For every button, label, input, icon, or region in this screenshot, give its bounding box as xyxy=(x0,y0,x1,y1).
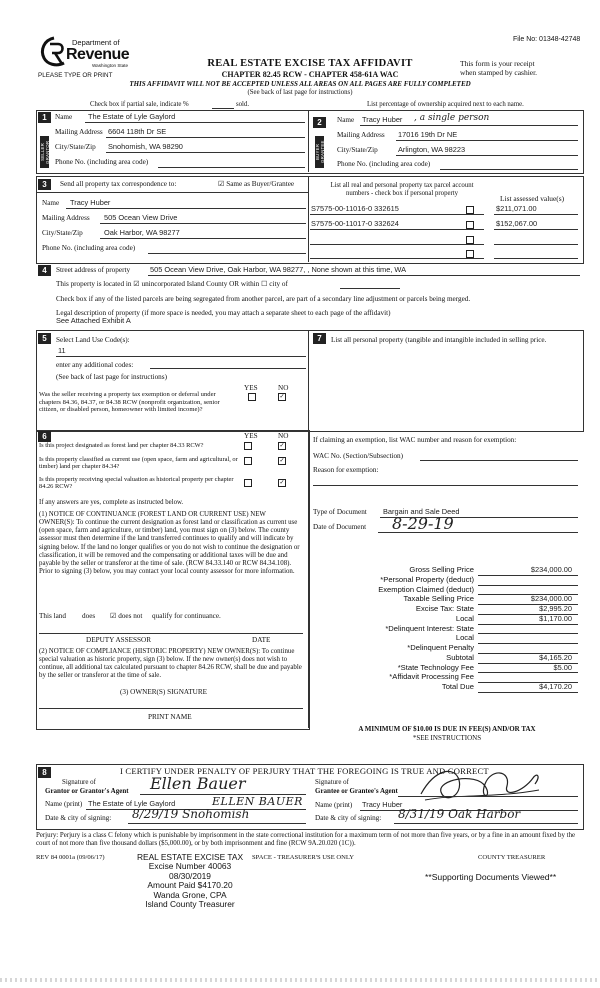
grantee-sig-label-2: Grantee or Grantee's Agent xyxy=(315,787,398,795)
seller-city: Snohomish, WA 98290 xyxy=(108,142,183,151)
tax-row-value: $234,000.00 xyxy=(530,565,572,574)
corr-city-label: City/State/Zip xyxy=(42,229,83,237)
personal-property-checkbox[interactable] xyxy=(466,221,474,229)
corr-mailing: 505 Ocean View Drive xyxy=(104,213,178,222)
tax-row-label: *State Technology Fee xyxy=(397,662,474,672)
receipt-note-1: This form is your receipt xyxy=(460,59,535,68)
buyer-city-label: City/State/Zip xyxy=(337,146,378,154)
stamp-line-3: 08/30/2019 xyxy=(169,870,211,881)
sold-label: sold. xyxy=(236,101,250,108)
tax-row-label: Local xyxy=(455,613,474,623)
revenue-logo xyxy=(38,36,148,72)
s6-no-header: NO xyxy=(278,432,289,440)
section-8-badge: 8 xyxy=(38,767,51,778)
q1-yes-checkbox[interactable] xyxy=(244,442,252,450)
grantee-sig-label-1: Signature of xyxy=(315,779,349,786)
s5-no-header: NO xyxy=(278,384,289,392)
s6-yes-header: YES xyxy=(244,432,258,440)
grantor-name-print: The Estate of Lyle Gaylord xyxy=(88,799,176,808)
form-title: REAL ESTATE EXCISE TAX AFFIDAVIT xyxy=(207,58,413,69)
land-use-code: 11 xyxy=(58,346,66,355)
seller-mailing: 6604 118th Dr SE xyxy=(108,127,167,136)
notice-of-compliance: (2) NOTICE OF COMPLIANCE (HISTORIC PROPERTY) NEW OWNER(S): To continue special valuation as historic property, sign (3) below. If the new owner(s) does not wish to continue, all additional tax calculated pursuant to chapter 84.26 RCW, shall be due and payable by the seller or transferor at the time of sale. xyxy=(39,648,302,680)
forest-land-question: Is this project designated as forest land per chapter 84.33 RCW? xyxy=(39,442,204,449)
additional-codes-label: enter any additional codes: xyxy=(56,361,134,369)
s5-yes-checkbox[interactable] xyxy=(248,393,256,401)
tax-row-label: *Delinquent Penalty xyxy=(407,643,474,652)
personal-property-checkbox[interactable] xyxy=(466,206,474,214)
grantee-date-city-label: Date & city of signing: xyxy=(315,814,382,822)
section-3-badge: 3 xyxy=(38,179,51,190)
corr-phone-label: Phone No. (including area code) xyxy=(42,244,136,252)
q2-yes-checkbox[interactable] xyxy=(244,457,252,465)
same-as-buyer-checkbox[interactable]: ☑ Same as Buyer/Grantee xyxy=(218,180,295,188)
perjury-certification: I CERTIFY UNDER PENALTY OF PERJURY THAT THE FOREGOING IS TRUE AND CORRECT xyxy=(120,766,489,776)
grantor-date-city-label: Date & city of signing: xyxy=(45,814,112,822)
buyer-mailing-label: Mailing Address xyxy=(337,131,385,139)
buyer-name-handwritten: , a single person xyxy=(414,113,490,123)
tax-row-value: $5.00 xyxy=(553,662,572,672)
doc-type-label: Type of Document xyxy=(313,508,367,516)
section-5-badge: 5 xyxy=(38,333,51,344)
tax-row-value: $4,165.20 xyxy=(539,652,572,662)
print-name-label: PRINT NAME xyxy=(148,713,192,721)
assessor-date-label: DATE xyxy=(252,636,271,644)
buyer-mailing: 17016 19th Dr NE xyxy=(398,130,458,139)
see-back-notice: (See back of last page for instructions) xyxy=(247,89,353,96)
tax-row-value: $1,170.00 xyxy=(539,613,572,623)
parcel-header-1: List all real and personal property tax parcel account xyxy=(330,182,474,189)
owner-signature-label: (3) OWNER(S) SIGNATURE xyxy=(120,688,208,696)
wac-no-label: WAC No. (Section/Subsection) xyxy=(313,452,404,460)
parcel-number: S7575-00-11017-0 332624 xyxy=(311,219,399,228)
stamp-line-5: Wanda Grone, CPA xyxy=(153,889,227,900)
grantor-sig-label-2: Grantor or Grantor's Agent xyxy=(45,787,129,795)
see-instructions: *SEE INSTRUCTIONS xyxy=(412,734,482,742)
seller-name-label: Name xyxy=(55,113,73,121)
does-not-checkbox[interactable]: ☑ does not xyxy=(110,612,143,620)
qualify-label: qualify for continuance. xyxy=(152,612,221,620)
legal-description-label: Legal description of property (if more space is needed, you may attach a separate sheet to each page of the affidavit) xyxy=(56,309,391,317)
treasurer-use-only: SPACE - TREASURER'S USE ONLY xyxy=(252,854,355,861)
seller-name: The Estate of Lyle Gaylord xyxy=(88,112,176,121)
county-treasurer-label: COUNTY TREASURER xyxy=(478,854,546,861)
minimum-fee-note: A MINIMUM OF $10.00 IS DUE IN FEE(S) AND/OR TAX xyxy=(358,725,536,733)
stamp-line-2: Excise Number 40063 xyxy=(148,861,232,872)
section-6-badge: 6 xyxy=(38,431,51,442)
exemption-wac-label: If claiming an exemption, list WAC number and reason for exemption: xyxy=(313,436,517,444)
grantor-name-handwritten: ELLEN BAUER xyxy=(212,795,303,808)
grantee-name-print: Tracy Huber xyxy=(362,800,403,809)
buyer-phone-label: Phone No. (including area code) xyxy=(337,160,431,168)
s5-yes-header: YES xyxy=(244,384,258,392)
q1-no-checkbox[interactable]: ✓ xyxy=(279,443,285,449)
section-7-badge: 7 xyxy=(313,333,326,344)
seller-mailing-label: Mailing Address xyxy=(55,128,103,136)
logo-dept: Department of xyxy=(72,38,120,47)
tax-row-value: $234,000.00 xyxy=(530,594,572,604)
logo-state: Washington State xyxy=(92,63,129,68)
tax-row-label: Exemption Claimed (deduct) xyxy=(378,584,474,594)
assessed-value: $152,067.00 xyxy=(496,219,538,228)
located-in: This property is located in ☑ unincorporated Island County OR within ☐ city of xyxy=(56,280,288,288)
grantor-sig-label-1: Signature of xyxy=(62,779,96,786)
tax-row-label: *Personal Property (deduct) xyxy=(380,574,474,584)
land-use-see-back: (See back of last page for instructions) xyxy=(56,373,167,381)
correspondence-label: Send all property tax correspondence to: xyxy=(60,180,177,188)
corr-mailing-label: Mailing Address xyxy=(42,214,90,222)
doc-type: Bargain and Sale Deed xyxy=(383,507,460,516)
grantor-date-city: 8/29/19 Snohomish xyxy=(132,807,250,821)
does-label: does xyxy=(82,612,96,620)
land-use-label: Select Land Use Code(s): xyxy=(56,336,130,344)
tax-row-label: Local xyxy=(455,633,474,643)
stamp-line-6: Island County Treasurer xyxy=(145,899,235,910)
treasurer-stamp xyxy=(130,853,250,909)
assessed-header: List assessed value(s) xyxy=(500,194,565,203)
current-use-question: Is this property classified as current use (open space, farm and agricultural, or timber) land per chapter 84.34? xyxy=(39,456,238,471)
corr-name: Tracy Huber xyxy=(70,198,111,207)
notice-of-continuance: (1) NOTICE OF CONTINUANCE (FOREST LAND OR CURRENT USE) NEW OWNER(S): To continue the current designation as forest land or classification as current use (open space, farm and agriculture, or timber) land, you must sign on (3) below. The county assessor must then determine if the land transferred continues to qualify and will indicate by signing below. If the land no longer qualifies or you do not wish to continue the designation or classification, it will be removed and the compensating or additional taxes will be due and payable by the seller or transferor at the time of sale. (RCW 84.33.140 or RCW 84.34.108). Prior to signing (3) below, you may contact your local county assessor for more information. xyxy=(39,511,300,575)
buyer-name: Tracy Huber xyxy=(362,115,403,124)
this-land-label: This land xyxy=(39,612,66,620)
grantee-date-city: 8/31/19 Oak Harbor xyxy=(398,807,521,821)
q3-no-checkbox[interactable]: ✓ xyxy=(279,480,285,486)
deputy-assessor-label: DEPUTY ASSESSOR xyxy=(86,636,152,644)
grantee-signature-scribble xyxy=(415,764,545,808)
file-number: File No: 01348-42748 xyxy=(513,36,581,43)
buyer-city: Arlington, WA 98223 xyxy=(398,145,466,154)
doc-date: 8-29-19 xyxy=(392,514,454,533)
personal-property-label: List all personal property (tangible and intangible included in selling price. xyxy=(331,336,547,344)
rev-number: REV 84 0001a (09/06/17) xyxy=(36,854,105,861)
q3-yes-checkbox[interactable] xyxy=(244,479,252,487)
personal-property-checkbox[interactable] xyxy=(466,236,474,244)
personal-property-checkbox[interactable] xyxy=(466,250,474,258)
receipt-note-2: when stamped by cashier. xyxy=(460,68,538,77)
buyer-name-label: Name xyxy=(337,116,355,124)
supporting-docs-stamp: **Supporting Documents Viewed** xyxy=(425,872,557,882)
reason-label: Reason for exemption: xyxy=(313,466,379,474)
historic-question: Is this property receiving special valuation as historical property per chapter 84.26 RCW? xyxy=(39,476,234,491)
tax-row-value: $2,995.20 xyxy=(539,604,572,613)
tax-row-label: *Affidavit Processing Fee xyxy=(389,672,474,682)
list-percentage-label: List percentage of ownership acquired next to each name. xyxy=(367,101,524,108)
grantor-name-print-label: Name (print) xyxy=(45,800,83,808)
not-accepted-notice: THIS AFFIDAVIT WILL NOT BE ACCEPTED UNLESS ALL AREAS ON ALL PAGES ARE FULLY COMPLETED xyxy=(129,80,471,88)
street-label: Street address of property xyxy=(56,266,131,274)
perjury-notice: Perjury: Perjury is a class C felony which is punishable by imprisonment in the state correctional institution for a maximum term of not more than five years, or by a fine in an amount fixed by the court of not more than five thousand dollars ($5,000.00), or by both imprisonment and fine (RCW 9A.20.020 (1C)). xyxy=(36,832,576,848)
buyer-side-label: BUYER GRANTEE xyxy=(315,136,324,168)
form-chapter: CHAPTER 82.45 RCW - CHAPTER 458-61A WAC xyxy=(221,70,399,79)
segregated-checkbox-label[interactable]: Check box if any of the listed parcels are being segregated from another parcel, are part of a secondary line adjustment or parcels being merged. xyxy=(56,295,471,303)
grantor-signature: Ellen Bauer xyxy=(150,774,246,793)
tax-row-label: Excise Tax: State xyxy=(415,604,474,613)
assessed-value: $211,071.00 xyxy=(496,204,537,213)
corr-name-label: Name xyxy=(42,199,60,207)
stamp-line-1: REAL ESTATE EXCISE TAX xyxy=(136,852,244,862)
stamp-line-4: Amount Paid $4170.20 xyxy=(147,880,233,891)
tax-row-label: *Delinquent Interest: State xyxy=(385,623,474,633)
q2-no-checkbox[interactable]: ✓ xyxy=(279,458,285,464)
s5-no-checkbox[interactable]: ✓ xyxy=(279,394,285,400)
parcel-number: S7575-00-11016-0 332615 xyxy=(311,204,399,213)
tax-row-label: Total Due xyxy=(441,682,474,691)
legal-description-exhibit: See Attached Exhibit A xyxy=(56,316,131,325)
section-4-badge: 4 xyxy=(38,265,51,276)
tax-row-label: Subtotal xyxy=(446,652,474,662)
if-yes-note: If any answers are yes, complete as instructed below. xyxy=(39,499,184,506)
grantee-name-print-label: Name (print) xyxy=(315,801,353,809)
logo-revenue: Revenue xyxy=(66,46,130,63)
tax-row-label: Taxable Selling Price xyxy=(403,594,474,604)
seller-side-label: SELLER GRANTOR xyxy=(40,136,49,168)
please-type: PLEASE TYPE OR PRINT xyxy=(38,72,113,79)
exemption-question: Was the seller receiving a property tax exemption or deferral under chapters 84.36, 84.37, or 84.38 RCW (nonprofit organization, senior citizen, or disabled person, homeowner with limited income)? xyxy=(39,391,220,414)
doc-date-label: Date of Document xyxy=(313,523,367,531)
street-address: 505 Ocean View Drive, Oak Harbor, WA 98277, , None shown at this time, WA xyxy=(150,265,407,274)
parcel-header-2: numbers - check box if personal property xyxy=(345,190,459,197)
scan-artifact-line xyxy=(0,978,600,982)
corr-city: Oak Harbor, WA 98277 xyxy=(104,228,180,237)
section-2-badge: 2 xyxy=(313,117,326,128)
section-1-badge: 1 xyxy=(38,112,51,123)
partial-sale-label: Check box if partial sale, indicate % xyxy=(90,101,189,108)
seller-city-label: City/State/Zip xyxy=(55,143,96,151)
tax-row-label: Gross Selling Price xyxy=(409,565,474,574)
seller-phone-label: Phone No. (including area code) xyxy=(55,158,149,166)
tax-row-value: $4,170.20 xyxy=(539,682,572,691)
